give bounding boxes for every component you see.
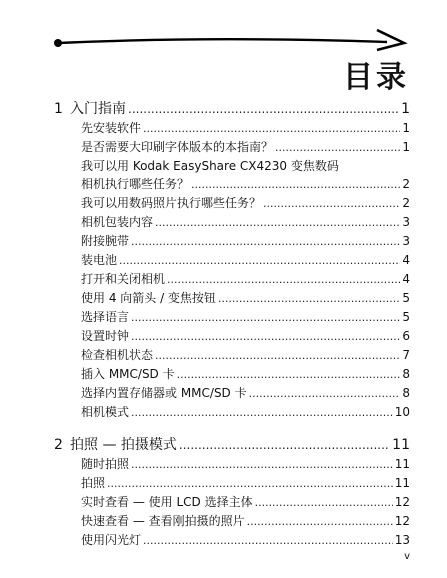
- toc-entry[interactable]: [54, 138, 410, 157]
- entry-title: 我可以用数码照片执行哪些任务？: [81, 196, 262, 210]
- dot-leader: [155, 347, 400, 365]
- entry-title: 使用闪光灯: [81, 533, 142, 547]
- page-ref: 1: [402, 121, 410, 135]
- page-ref: 1: [402, 140, 410, 154]
- entry-title: 插入 MMC/SD 卡: [81, 367, 175, 381]
- toc-entry[interactable]: [54, 365, 410, 384]
- toc-entry[interactable]: [54, 289, 410, 308]
- entry-title: 相机执行哪些任务？: [81, 177, 190, 191]
- toc-chapter[interactable]: [54, 436, 410, 455]
- entry-title: 附接腕带: [81, 234, 130, 248]
- entry-title: 检查相机状态: [81, 348, 154, 362]
- dot-leader: [255, 494, 393, 512]
- entry-title: 选择内置存储器或 MMC/SD 卡: [81, 386, 247, 400]
- toc-entry[interactable]: [54, 384, 410, 403]
- entry-title: 是否需要大印刷字体版本的本指南？: [81, 140, 274, 154]
- page-ref: 5: [402, 310, 410, 324]
- chapter-title: 1 入门指南: [54, 101, 126, 117]
- toc-entry[interactable]: [54, 232, 410, 251]
- toc-entry[interactable]: [54, 175, 410, 194]
- toc-chapter[interactable]: [54, 100, 410, 119]
- page-ref: 2: [402, 177, 410, 191]
- chapter-spacer: [54, 422, 410, 436]
- toc-entry[interactable]: [54, 119, 410, 138]
- page-ref: 2: [402, 196, 410, 210]
- entry-title: 快速查看 — 查看刚拍摄的照片: [81, 514, 245, 528]
- page-ref: 10: [394, 405, 410, 419]
- toc-entry[interactable]: [54, 403, 410, 422]
- dot-leader: [131, 309, 400, 327]
- dot-leader: [131, 456, 393, 474]
- dot-leader: [247, 513, 393, 531]
- page-title: 目录: [343, 60, 409, 95]
- dot-leader: [218, 290, 400, 308]
- entry-title: 选择语言: [81, 310, 130, 324]
- page-ref: 12: [394, 495, 410, 509]
- page-ref: 12: [394, 514, 410, 528]
- toc-entry[interactable]: [54, 308, 410, 327]
- dot-leader: [167, 271, 400, 289]
- page-ref: 11: [394, 476, 410, 490]
- toc-entry[interactable]: [54, 493, 410, 512]
- toc-entry[interactable]: [54, 455, 410, 474]
- page-ref: 11: [394, 457, 410, 471]
- dot-leader: [143, 532, 393, 550]
- dot-leader: [263, 195, 400, 213]
- entry-title: 打开和关闭相机: [81, 272, 166, 286]
- entry-title: 拍照: [81, 476, 106, 490]
- entry-title: 相机包装内容: [81, 215, 154, 229]
- entry-title-line1: 我可以用 Kodak EasyShare CX4230 变焦数码: [81, 159, 339, 173]
- toc-entry[interactable]: [54, 270, 410, 289]
- page-ref: 4: [402, 253, 410, 267]
- page-ref: 13: [394, 533, 410, 547]
- table-of-contents: [54, 100, 410, 550]
- dot-leader: [249, 385, 401, 403]
- entry-title: 实时查看 — 使用 LCD 选择主体: [81, 495, 253, 509]
- dot-leader: [179, 436, 390, 455]
- page-number: v: [404, 551, 410, 562]
- entry-title: 设置时钟: [81, 329, 130, 343]
- dot-leader: [177, 366, 401, 384]
- dot-leader: [128, 100, 399, 119]
- toc-entry[interactable]: [54, 194, 410, 213]
- dot-leader: [119, 252, 400, 270]
- page-ref: 3: [402, 234, 410, 248]
- toc-entry[interactable]: [54, 346, 410, 365]
- dot-leader: [131, 233, 400, 251]
- entry-title: 使用 4 向箭头 / 变焦按钮: [81, 291, 216, 305]
- dot-leader: [131, 404, 393, 422]
- page-ref: 6: [402, 329, 410, 343]
- dot-leader: [107, 475, 393, 493]
- header-arrow-icon: [52, 26, 412, 54]
- toc-entry[interactable]: [54, 474, 410, 493]
- toc-entry[interactable]: [54, 327, 410, 346]
- chapter-title: 2 拍照 — 拍摄模式: [54, 437, 177, 453]
- page-ref: 4: [402, 272, 410, 286]
- toc-entry[interactable]: [54, 213, 410, 232]
- dot-leader: [275, 139, 400, 157]
- toc-entry[interactable]: [54, 531, 410, 550]
- dot-leader: [191, 176, 400, 194]
- entry-title: 装电池: [81, 253, 118, 267]
- entry-title: 相机模式: [81, 405, 130, 419]
- page-ref: 3: [402, 215, 410, 229]
- dot-leader: [131, 328, 400, 346]
- page-ref: 11: [392, 437, 410, 453]
- dot-leader: [155, 214, 400, 232]
- page-ref: 8: [402, 367, 410, 381]
- entry-title: 先安装软件: [81, 121, 142, 135]
- page-ref: 1: [401, 101, 410, 117]
- toc-entry[interactable]: [54, 512, 410, 531]
- page-ref: 5: [402, 291, 410, 305]
- entry-title: 随时拍照: [81, 457, 130, 471]
- toc-entry[interactable]: [54, 251, 410, 270]
- page-ref: 7: [402, 348, 410, 362]
- dot-leader: [143, 120, 400, 138]
- page-ref: 8: [402, 386, 410, 400]
